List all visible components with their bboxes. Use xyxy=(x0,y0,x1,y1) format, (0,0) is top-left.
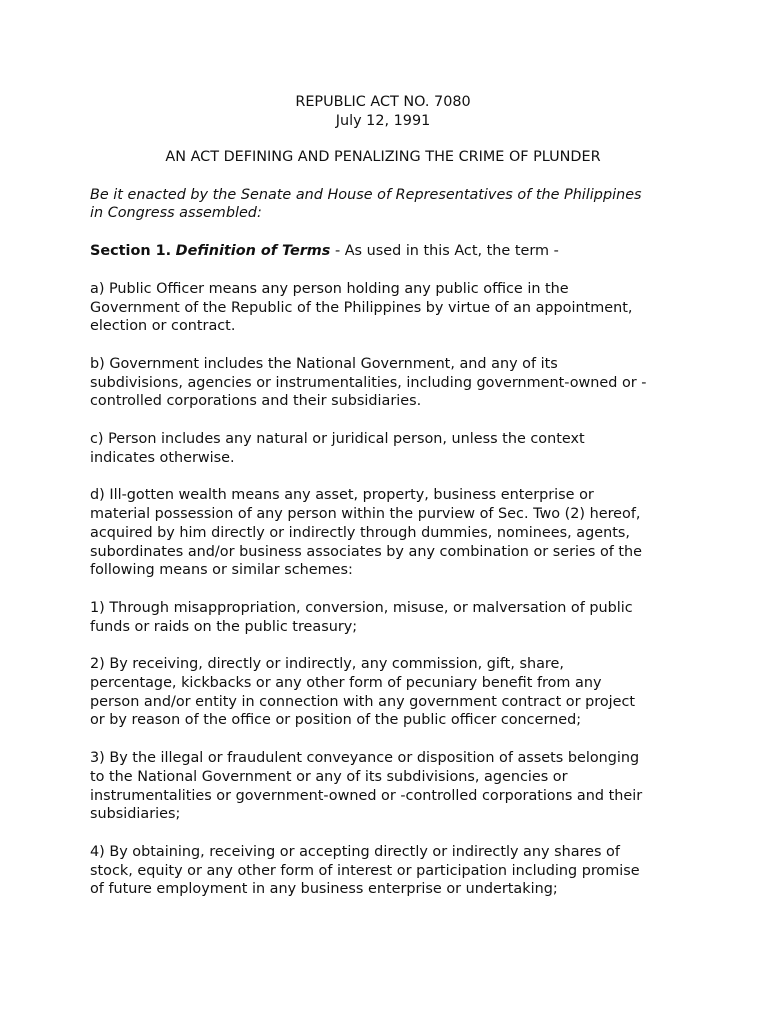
paragraph-line: election or contract. xyxy=(90,318,236,335)
paragraph-line: funds or raids on the public treasury; xyxy=(90,618,358,635)
paragraph-line: person and/or entity in connection with any government contract or project xyxy=(90,693,636,710)
act-title: AN ACT DEFINING AND PENALIZING THE CRIME OF PLUNDER xyxy=(165,149,601,165)
paragraph-b-government xyxy=(90,355,690,411)
paragraph-line: controlled corporations and their subsidiaries. xyxy=(90,393,422,410)
paragraph-line: stock, equity or any other form of interest or participation including promise xyxy=(90,862,640,879)
enacting-clause-line: Be it enacted by the Senate and House of Representatives of the Philippines xyxy=(90,186,642,203)
section-title: Definition of Terms xyxy=(175,243,331,260)
paragraph-c-person xyxy=(90,430,690,467)
paragraph-line: or by reason of the office or position of the public officer concerned; xyxy=(90,712,582,729)
paragraph-line: following means or similar schemes: xyxy=(90,562,353,579)
paragraph-line: subdivisions, agencies or instrumentalities, including government-owned or - xyxy=(90,374,647,391)
paragraph-line: 2) By receiving, directly or indirectly, any commission, gift, share, xyxy=(90,656,564,673)
document-header xyxy=(90,93,676,131)
paragraph-d-ill-gotten-wealth xyxy=(90,486,690,580)
act-date: July 12, 1991 xyxy=(335,113,431,129)
paragraph-line: of future employment in any business enterprise or undertaking; xyxy=(90,881,558,898)
paragraph-line: a) Public Officer means any person holding any public office in the xyxy=(90,280,569,297)
paragraph-line: instrumentalities or government-owned or -controlled corporations and their xyxy=(90,787,643,804)
paragraph-line: 1) Through misappropriation, conversion, misuse, or malversation of public xyxy=(90,599,633,616)
paragraph-line: 3) By the illegal or fraudulent conveyance or disposition of assets belonging xyxy=(90,750,640,767)
paragraph-line: c) Person includes any natural or juridical person, unless the context xyxy=(90,431,585,448)
section-1-heading xyxy=(90,242,690,261)
paragraph-3-conveyance-of-assets xyxy=(90,749,690,824)
paragraph-line: 4) By obtaining, receiving or accepting directly or indirectly any shares of xyxy=(90,843,620,860)
paragraph-line: material possession of any person within the purview of Sec. Two (2) hereof, xyxy=(90,506,641,523)
paragraph-line: indicates otherwise. xyxy=(90,449,235,466)
enacting-clause-line: in Congress assembled: xyxy=(90,205,262,222)
paragraph-4-shares-of-stock xyxy=(90,843,690,899)
paragraph-line: b) Government includes the National Government, and any of its xyxy=(90,355,558,372)
paragraph-a-public-officer xyxy=(90,280,690,336)
document-body xyxy=(90,93,690,899)
paragraph-line: percentage, kickbacks or any other form of pecuniary benefit from any xyxy=(90,675,602,692)
paragraph-line: d) Ill-gotten wealth means any asset, property, business enterprise or xyxy=(90,487,594,504)
enacting-clause xyxy=(90,186,690,223)
section-intro: - As used in this Act, the term - xyxy=(330,243,559,260)
act-number: REPUBLIC ACT NO. 7080 xyxy=(295,94,471,110)
paragraph-line: acquired by him directly or indirectly through dummies, nominees, agents, xyxy=(90,524,630,541)
paragraph-1-misappropriation xyxy=(90,599,690,636)
paragraph-line: subordinates and/or business associates by any combination or series of the xyxy=(90,543,643,560)
paragraph-line: Government of the Republic of the Philippines by virtue of an appointment, xyxy=(90,299,633,316)
paragraph-2-receiving-commission xyxy=(90,655,690,730)
paragraph-line: to the National Government or any of its subdivisions, agencies or xyxy=(90,768,568,785)
paragraph-line: subsidiaries; xyxy=(90,806,181,823)
section-number: Section 1. xyxy=(90,243,172,260)
